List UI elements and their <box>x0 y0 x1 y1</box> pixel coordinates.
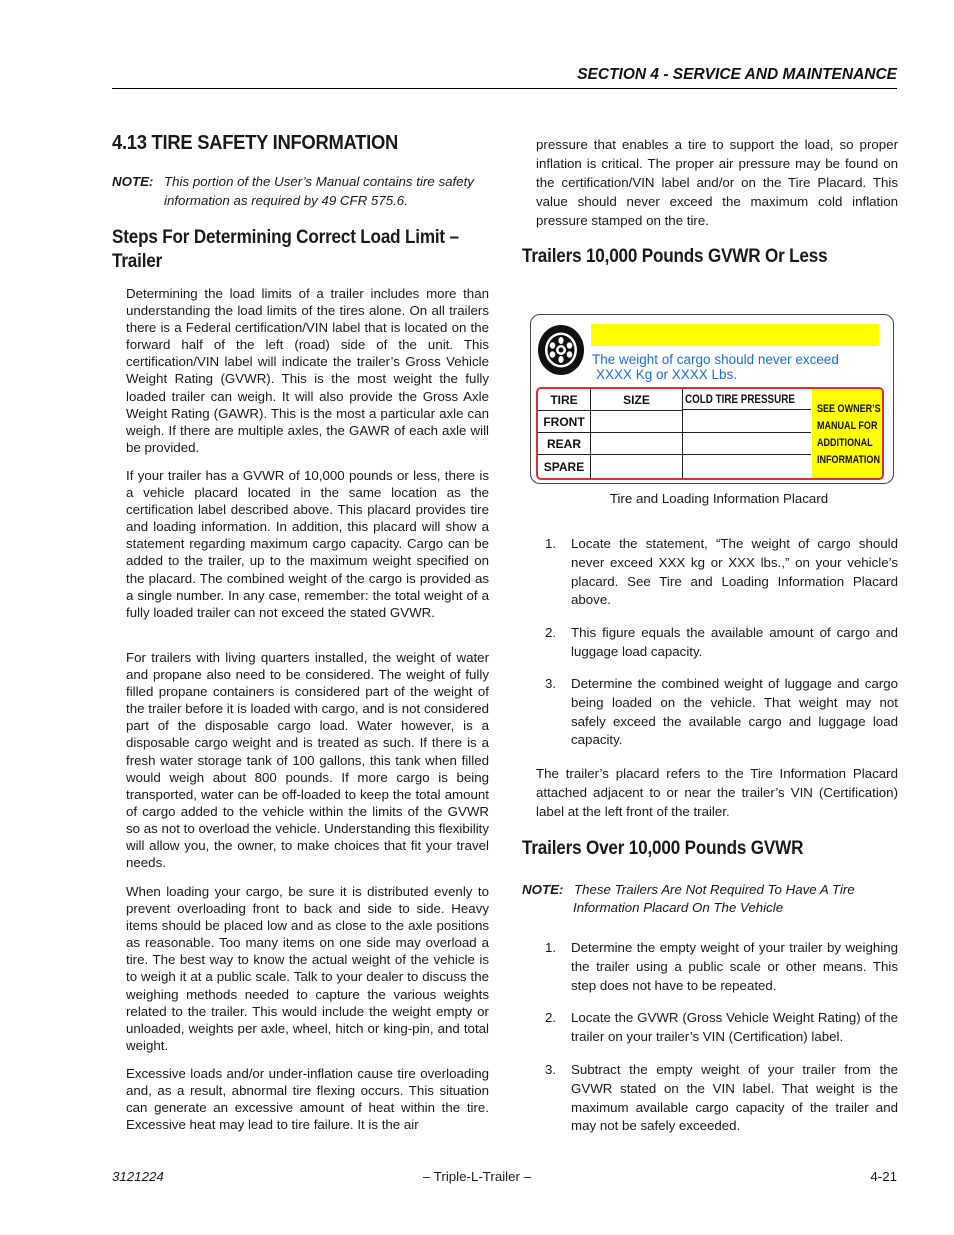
placard-row-front: FRONT <box>538 411 591 433</box>
placard-side-note-line-4: INFORMATION <box>817 454 880 466</box>
note-label: NOTE: <box>522 882 564 897</box>
heading-trailers-10000-or-less: Trailers 10,000 Pounds GVWR Or Less <box>522 246 828 267</box>
header-rule <box>112 88 897 89</box>
placard-side-note-line-2: MANUAL FOR <box>817 420 878 432</box>
placard-cell-rear-pressure <box>683 433 811 455</box>
tire-icon <box>535 322 587 378</box>
footer-center: – Triple-L-Trailer – <box>422 1169 532 1184</box>
placard-col-tire: TIRE <box>538 389 591 411</box>
note-line-1: This portion of the User’s Manual contains tire safety <box>164 174 474 189</box>
placard-cell-front-size <box>591 411 683 433</box>
paragraph-load-limits: Determining the load limits of a trailer includes more than understanding the load limits of the tires alone. On all trailers there is a Federal certification/VIN label that is located on the forward half of the left (road) side of the unit. This certification/VIN label will indicate the trailer’s Gross Vehicle Weight Rating (GVWR). This is the most weight the fully loaded trailer can weigh. It will also provide the Gross Axle Weight Rating (GAWR). This is the most a particular axle can weigh. If there are multiple axles, the GAWR of each axle will be provided. <box>126 286 489 455</box>
paragraph-living-quarters: For trailers with living quarters installed, the weight of water and propane also need to be considered. The weight of fully filled propane containers is considered part of the weight of the trailer before it is loaded with cargo, and is not considered part of the disposable cargo load. Water however, is a disposable cargo weight and is treated as such. If there is a fresh water storage tank of 100 gallons, this tank when filled would weigh about 800 pounds. If more cargo is being transported, water can be off-loaded to keep the total amount of cargo added to the vehicle within the limits of the GVWR so as not to overload the vehicle. Understanding this flexibility will allow you, the owner, to make choices that fit your travel needs. <box>126 650 489 871</box>
list-item-text: Determine the empty weight of your trailer by weighing the trailer using a public scale or other means. This step does not have to be repeated. <box>571 940 898 993</box>
section-title: 4.13 TIRE SAFETY INFORMATION <box>112 132 399 154</box>
placard-statement <box>592 352 839 382</box>
paragraph-loading-cargo: When loading your cargo, be sure it is distributed evenly to prevent overloading front to back and side to side. Heavy items should be placed low and as close to the axle positions as reasonable. Too many items on one side may overload a tire. The best way to know the actual weight of the vehicle is to weigh it at a public scale. Talk to your dealer to discuss the weighing methods needed to capture the various weights related to the trailer. This would include the weight empty or unloaded, weights per axle, wheel, hitch or king-pin, and total weight. <box>126 884 489 1053</box>
heading-trailers-over-10000: Trailers Over 10,000 Pounds GVWR <box>522 838 804 859</box>
paragraph-placard-reference: The trailer’s placard refers to the Tire Information Placard attached adjacent to or near the trailer’s VIN (Certification) label at the left front of the trailer. <box>536 766 898 819</box>
placard-owner-manual-note <box>812 389 882 478</box>
placard-statement-line-1: The weight of cargo should never exceed <box>592 352 839 367</box>
footer-doc-number: 3121224 <box>112 1169 164 1184</box>
list-item-number: 2. <box>545 1010 557 1025</box>
placard-col-size: SIZE <box>591 389 683 411</box>
steps-heading-line-2: Trailer <box>112 251 163 272</box>
placard-side-note-line-3: ADDITIONAL <box>817 437 873 449</box>
placard-cell-spare-size <box>591 455 683 478</box>
placard-row-spare: SPARE <box>538 455 591 478</box>
placard-cell-front-pressure <box>683 411 811 433</box>
paragraph-air-pressure: pressure that enables a tire to support the load, so proper inflation is critical. The proper air pressure may be found on the certification/VIN label and/or on the Tire Placard. This value should never exceed the maximum cold inflation pressure stamped on the tire. <box>536 137 898 228</box>
steps-heading-line-1: Steps For Determining Correct Load Limit – <box>112 227 459 248</box>
placard-caption: Tire and Loading Information Placard <box>609 491 829 506</box>
note-line-2: Information Placard On The Vehicle <box>573 900 784 915</box>
note-line-2: information as required by 49 CFR 575.6. <box>164 193 408 208</box>
list-item-text: This figure equals the available amount of cargo and luggage load capacity. <box>571 625 898 659</box>
placard-table <box>536 387 884 480</box>
list-item-number: 1. <box>545 940 557 955</box>
note-line-1: These Trailers Are Not Required To Have A Tire <box>574 882 855 897</box>
paragraph-excessive-loads: Excessive loads and/or under-inflation cause tire overloading and, as a result, abnormal tire flexing occurs. This situation can generate an excessive amount of heat within the tire. Excessive heat may lead to tire failure. It is the air <box>126 1066 489 1133</box>
placard-yellow-banner <box>591 324 879 346</box>
list-item-number: 1. <box>545 536 557 551</box>
list-item-number: 3. <box>545 676 557 691</box>
placard-col-pressure: COLD TIRE PRESSURE <box>685 392 795 406</box>
header-section-title: SECTION 4 - SERVICE AND MAINTENANCE <box>577 66 897 83</box>
footer-page-number: 4-21 <box>870 1169 897 1184</box>
list-item-text: Locate the statement, “The weight of cargo should never exceed XXX kg or XXX lbs.,” on your vehicle’s placard. See Tire and Loading Information Placard above. <box>571 536 898 608</box>
list-item-number: 2. <box>545 625 557 640</box>
list-item-text: Determine the combined weight of luggage and cargo being loaded on the vehicle. That weight may not safely exceed the available cargo and luggage load capacity. <box>571 676 898 748</box>
placard-cell-spare-pressure <box>683 455 811 478</box>
paragraph-gvwr-placard: If your trailer has a GVWR of 10,000 pounds or less, there is a vehicle placard located in the same location as the certification label described above. This placard provides tire and loading information. In addition, this placard will show a statement regarding maximum cargo capacity. Cargo can be added to the trailer, up to the maximum weight specified on the placard. The combined weight of the cargo is provided as a single number. In any case, remember: the total weight of a fully loaded trailer can not exceed the stated GVWR. <box>126 468 489 620</box>
placard-side-note-line-1: SEE OWNER’S <box>817 403 881 415</box>
list-item-text: Subtract the empty weight of your trailer from the GVWR stated on the VIN label. That weight is the maximum available cargo capacity of the trailer and may not be safely exceeded. <box>571 1062 898 1134</box>
list-item-number: 3. <box>545 1062 557 1077</box>
placard-statement-line-2: XXXX Kg or XXXX Lbs. <box>596 367 738 382</box>
note-label: NOTE: <box>112 174 154 189</box>
placard-row-rear: REAR <box>538 433 591 455</box>
list-item-text: Locate the GVWR (Gross Vehicle Weight Rating) of the trailer on your trailer’s VIN (Certification) label. <box>571 1010 898 1044</box>
tire-loading-placard <box>530 314 894 484</box>
placard-cell-rear-size <box>591 433 683 455</box>
